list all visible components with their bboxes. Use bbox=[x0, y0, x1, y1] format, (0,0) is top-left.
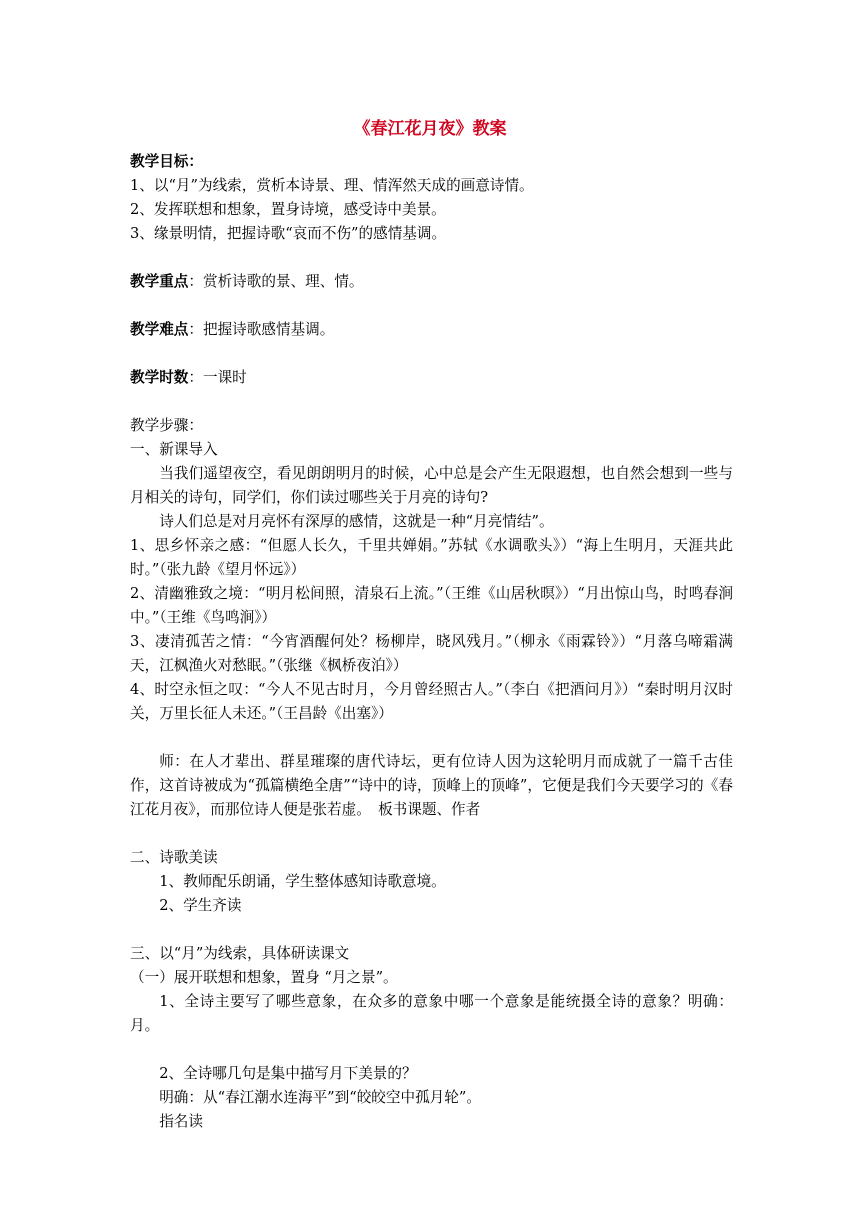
section1-paragraph: 诗人们总是对月亮怀有深厚的感情，这就是一种“月亮情结”。 bbox=[159, 513, 554, 530]
section1-heading: 一、新课导入 bbox=[130, 441, 218, 458]
class-hours bbox=[130, 366, 733, 390]
objective-item: 1、以“月”为线索，赏析本诗景、理、情浑然天成的画意诗情。 bbox=[130, 177, 534, 194]
document-body bbox=[130, 150, 733, 1134]
moon-poem-item: 1、思乡怀亲之感：“但愿人长久，千里共婵娟。”苏轼《水调歌头》）“海上生明月，天涯共此时。”（张九龄《望月怀远》） bbox=[130, 537, 733, 578]
question-paragraph: 1、全诗主要写了哪些意象，在众多的意象中哪一个意象是能统摄全诗的意象？明确：月。 bbox=[130, 993, 733, 1034]
moon-poem-item: 2、清幽雅致之境：“明月松间照，清泉石上流。”（王维《山居秋暝》）“月出惊山鸟，时鸣春涧中。”（王维《鸟鸣涧》） bbox=[130, 585, 733, 626]
steps-heading: 教学步骤： bbox=[130, 417, 203, 434]
difficulty-label: 教学难点 bbox=[130, 321, 189, 338]
objective-item: 3、缘景明情，把握诗歌“哀而不伤”的感情基调。 bbox=[130, 225, 447, 242]
moon-poem-item: 4、时空永恒之叹：“今人不见古时月，今月曾经照古人。”（李白《把酒问月》）“秦时明月汉时关，万里长征人未还。”（王昌龄《出塞》） bbox=[130, 681, 733, 722]
moon-poem-item: 3、凄清孤苦之情：“今宵酒醒何处？杨柳岸，晓风残月。”（柳永《雨霖铃》）“月落乌啼霜满天，江枫渔火对愁眠。”（张继《枫桥夜泊》） bbox=[130, 633, 733, 674]
document-title: 《春江花月夜》教案 bbox=[353, 119, 507, 139]
section1-paragraph: 当我们遥望夜空，看见朗朗明月的时候，心中总是会产生无限遐想，也自然会想到一些与月相关的诗句，同学们，你们读过哪些关于月亮的诗句? bbox=[130, 465, 733, 506]
key-points-text: ：赏析诗歌的景、理、情。 bbox=[188, 273, 364, 290]
section2-item: 2、学生齐读 bbox=[159, 897, 242, 914]
section3-subheading: （一）展开联想和想象，置身 “月之景”。 bbox=[130, 969, 398, 986]
section2-heading: 二、诗歌美读 bbox=[130, 849, 218, 866]
difficulty-text: ：把握诗歌感情基调。 bbox=[188, 321, 335, 338]
answer-paragraph: 明确：从“春江潮水连海平”到“皎皎空中孤月轮”。 bbox=[159, 1089, 481, 1106]
class-hours-label: 教学时数 bbox=[130, 369, 189, 386]
section2-item: 1、教师配乐朗诵，学生整体感知诗歌意境。 bbox=[159, 873, 446, 890]
question-paragraph: 2、全诗哪几句是集中描写月下美景的？ bbox=[159, 1065, 417, 1082]
difficulty bbox=[130, 318, 733, 342]
objective-item: 2、发挥联想和想象，置身诗境，感受诗中美景。 bbox=[130, 201, 446, 218]
key-points bbox=[130, 270, 733, 294]
answer-note: 指名读 bbox=[159, 1113, 203, 1130]
teacher-paragraph: 师：在人才辈出、群星璀璨的唐代诗坛，更有位诗人因为这轮明月而成就了一篇千古佳作，这首诗被成为“孤篇横绝全唐”“诗中的诗，顶峰上的顶峰”，它便是我们今天要学习的《春江花月夜》，而那位诗人便是张若虚。 板书课题、作者 bbox=[130, 753, 733, 818]
objectives-heading: 教学目标： bbox=[130, 153, 203, 170]
key-points-label: 教学重点 bbox=[130, 273, 189, 290]
section3-heading: 三、以“月”为线索，具体研读课文 bbox=[130, 945, 350, 962]
class-hours-text: ：一课时 bbox=[188, 369, 247, 386]
